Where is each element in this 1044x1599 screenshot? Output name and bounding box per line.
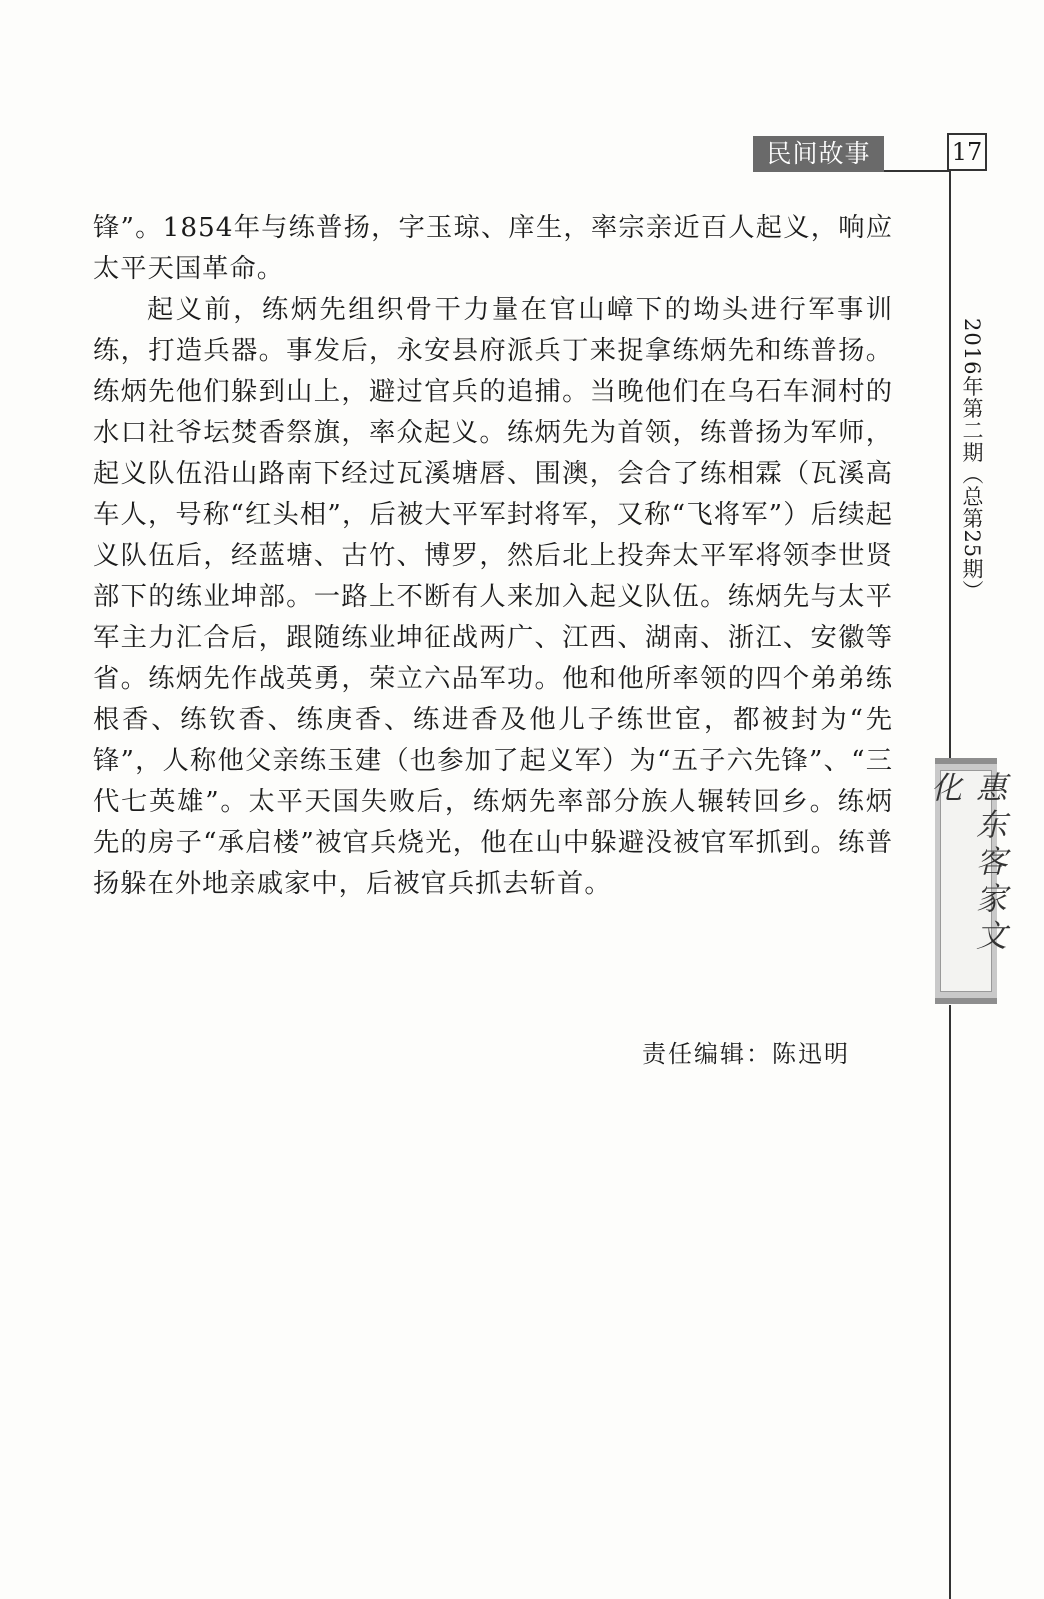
header-rule [884, 170, 950, 172]
issue-label: 2016年第二期（总第25期） [960, 318, 984, 603]
editor-credit: 责任编辑：陈迅明 [642, 1040, 850, 1068]
margin-rule-top [949, 171, 951, 769]
emblem-caption: 惠东客家文化 [925, 771, 1006, 956]
margin-rule-bottom [949, 1005, 951, 1599]
article-body [93, 208, 893, 905]
paragraph-2: 起义前，练炳先组织骨干力量在官山嶂下的坳头进行军事训练，打造兵器。事发后，永安县府派兵丁来捉拿练炳先和练普扬。练炳先他们躲到山上，避过官兵的追捕。当晚他们在乌石车洞村的水口社爷坛焚香祭旗，率众起义。练炳先为首领，练普扬为军师，起义队伍沿山路南下经过瓦溪塘唇、围澳，会合了练相霖（瓦溪高车人，号称“红头相”，后被大平军封将军，又称“飞将军”）后续起义队伍后，经蓝塘、古竹、博罗，然后北上投奔太平军将领李世贤部下的练业坤部。一路上不断有人来加入起义队伍。练炳先与太平军主力汇合后，跟随练业坤征战两广、江西、湖南、浙江、安徽等省。练炳先作战英勇，荣立六品军功。他和他所率领的四个弟弟练根香、练钦香、练庚香、练进香及他儿子练世宦，都被封为“先锋”，人称他父亲练玉建（也参加了起义军）为“五子六先锋”、“三代七英雄”。太平天国失败后，练炳先率部分族人辗转回乡。练炳先的房子“承启楼”被官兵烧光，他在山中躲避没被官军抓到。练普扬躲在外地亲戚家中，后被官兵抓去斩首。 [93, 295, 893, 899]
page-number: 17 [947, 133, 987, 171]
journal-emblem [925, 758, 1006, 1004]
paragraph-1: 锋”。1854年与练普扬，字玉琼、庠生，率宗亲近百人起义，响应太平天国革命。 [93, 213, 893, 284]
section-tab: 民间故事 [753, 136, 884, 172]
